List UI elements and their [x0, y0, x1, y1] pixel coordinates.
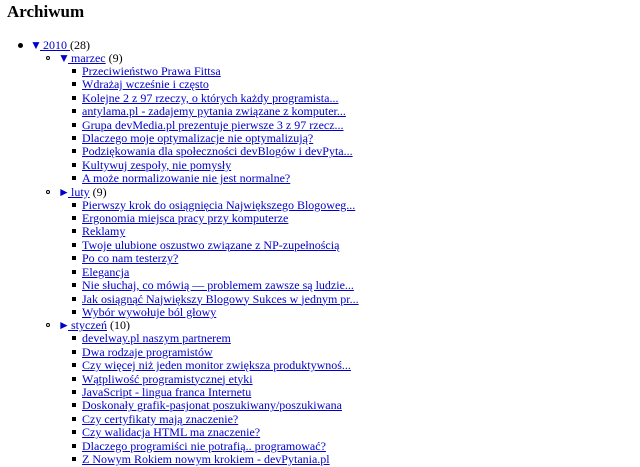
post-item — [58, 413, 640, 426]
post-item — [58, 453, 640, 466]
year-toggle-link[interactable] — [30, 38, 70, 52]
post-item — [58, 132, 640, 145]
post-item — [58, 386, 640, 399]
post-item — [58, 306, 640, 319]
post-item — [58, 399, 640, 412]
month-list — [30, 52, 640, 466]
post-item — [58, 78, 640, 91]
post-link[interactable]: Podziękowania dla społeczności devBlogów i devPyta... — [82, 144, 353, 159]
month-toggle-link[interactable] — [58, 318, 107, 332]
post-item — [58, 266, 640, 279]
post-link[interactable]: Kolejne 2 z 97 rzeczy, o których każdy programista... — [82, 90, 339, 105]
post-link[interactable]: Wdrażaj wcześnie i często — [82, 77, 209, 92]
post-link[interactable]: Dlaczego programiści nie potrafią.. programować? — [82, 438, 326, 453]
post-list — [58, 332, 640, 466]
month-count: (9) — [92, 184, 107, 199]
post-item — [58, 239, 640, 252]
post-link[interactable]: antylama.pl - zadajemy pytania związane z komputer... — [82, 104, 346, 119]
post-link[interactable]: Grupa devMedia.pl prezentuje pierwsze 3 z 97 rzecz... — [82, 117, 344, 132]
post-link[interactable]: Pierwszy krok do osiągnięcia Największego Blogoweg... — [82, 197, 356, 212]
expand-toggle-icon: ▼ — [30, 38, 42, 52]
post-link[interactable]: Z Nowym Rokiem nowym krokiem - devPytania.pl — [82, 451, 330, 466]
month-count: (9) — [108, 51, 123, 65]
post-item — [58, 145, 640, 158]
post-item — [58, 332, 640, 345]
month-item — [30, 186, 640, 320]
post-item — [58, 426, 640, 439]
post-item — [58, 65, 640, 78]
post-item — [58, 212, 640, 225]
triangle-down-icon: ▼ — [58, 51, 70, 65]
post-link[interactable]: Wątpliwość programistycznej etyki — [82, 371, 253, 386]
year-list — [7, 39, 640, 466]
post-link[interactable]: Przeciwieństwo Prawa Fittsa — [82, 64, 221, 78]
post-link[interactable]: Nie słuchaj, co mówią — problemem zawsze są ludzie... — [82, 278, 354, 293]
post-item — [58, 92, 640, 105]
year-count: (28) — [70, 38, 90, 52]
post-item — [58, 119, 640, 132]
month-toggle-link[interactable] — [58, 51, 106, 65]
post-link[interactable]: Dwa rodzaje programistów — [82, 344, 213, 359]
post-list — [58, 199, 640, 320]
post-link[interactable]: Twoje ulubione oszustwo związane z NP-zupełnością — [82, 237, 340, 252]
post-link[interactable]: Ergonomia miejsca pracy przy komputerze — [82, 211, 289, 226]
post-item — [58, 172, 640, 185]
post-item — [58, 440, 640, 453]
post-item — [58, 293, 640, 306]
post-link[interactable]: Doskonały grafik-pasjonat poszukiwany/poszukiwana — [82, 398, 342, 413]
post-item — [58, 359, 640, 372]
post-link[interactable]: develway.pl naszym partnerem — [82, 331, 231, 346]
post-item — [58, 373, 640, 386]
month-item — [30, 52, 640, 186]
month-label: marzec — [71, 51, 106, 65]
post-link[interactable]: Czy walidacja HTML ma znaczenie? — [82, 425, 261, 440]
post-link[interactable]: Jak osiągnąć Największy Blogowy Sukces w jednym pr... — [82, 291, 359, 306]
post-link[interactable]: Dlaczego moje optymalizacje nie optymalizują? — [82, 131, 314, 146]
month-label: luty — [71, 184, 90, 199]
post-link[interactable]: JavaScript - lingua franca Internetu — [82, 384, 252, 399]
post-item — [58, 252, 640, 265]
post-link[interactable]: A może normalizowanie nie jest normalne? — [82, 171, 291, 186]
year-label: 2010 — [43, 38, 67, 52]
month-toggle-link[interactable] — [58, 185, 90, 199]
post-link[interactable]: Reklamy — [82, 224, 126, 239]
post-item — [58, 279, 640, 292]
post-item — [58, 159, 640, 172]
post-list — [58, 65, 640, 186]
post-link[interactable]: Elegancja — [82, 264, 130, 279]
month-item — [30, 319, 640, 466]
page-title: Archiwum — [7, 2, 85, 21]
post-link[interactable]: Czy więcej niż jeden monitor zwiększa produktywnoś... — [82, 358, 351, 373]
post-link[interactable]: Po co nam testerzy? — [82, 251, 179, 266]
post-item — [58, 346, 640, 359]
post-item — [58, 225, 640, 238]
year-item-2010 — [7, 39, 640, 466]
post-link[interactable]: Wybór wywołuje ból głowy — [82, 304, 217, 319]
post-item — [58, 105, 640, 118]
post-item — [58, 199, 640, 212]
triangle-right-icon: ► — [58, 184, 70, 199]
month-label: styczeń — [71, 318, 107, 333]
post-link[interactable]: Czy certyfikaty mają znaczenie? — [82, 411, 239, 426]
post-link[interactable]: Kultywuj zespoły, nie pomysły — [82, 157, 232, 172]
triangle-right-icon: ► — [58, 318, 70, 333]
month-count: (10) — [109, 318, 130, 333]
